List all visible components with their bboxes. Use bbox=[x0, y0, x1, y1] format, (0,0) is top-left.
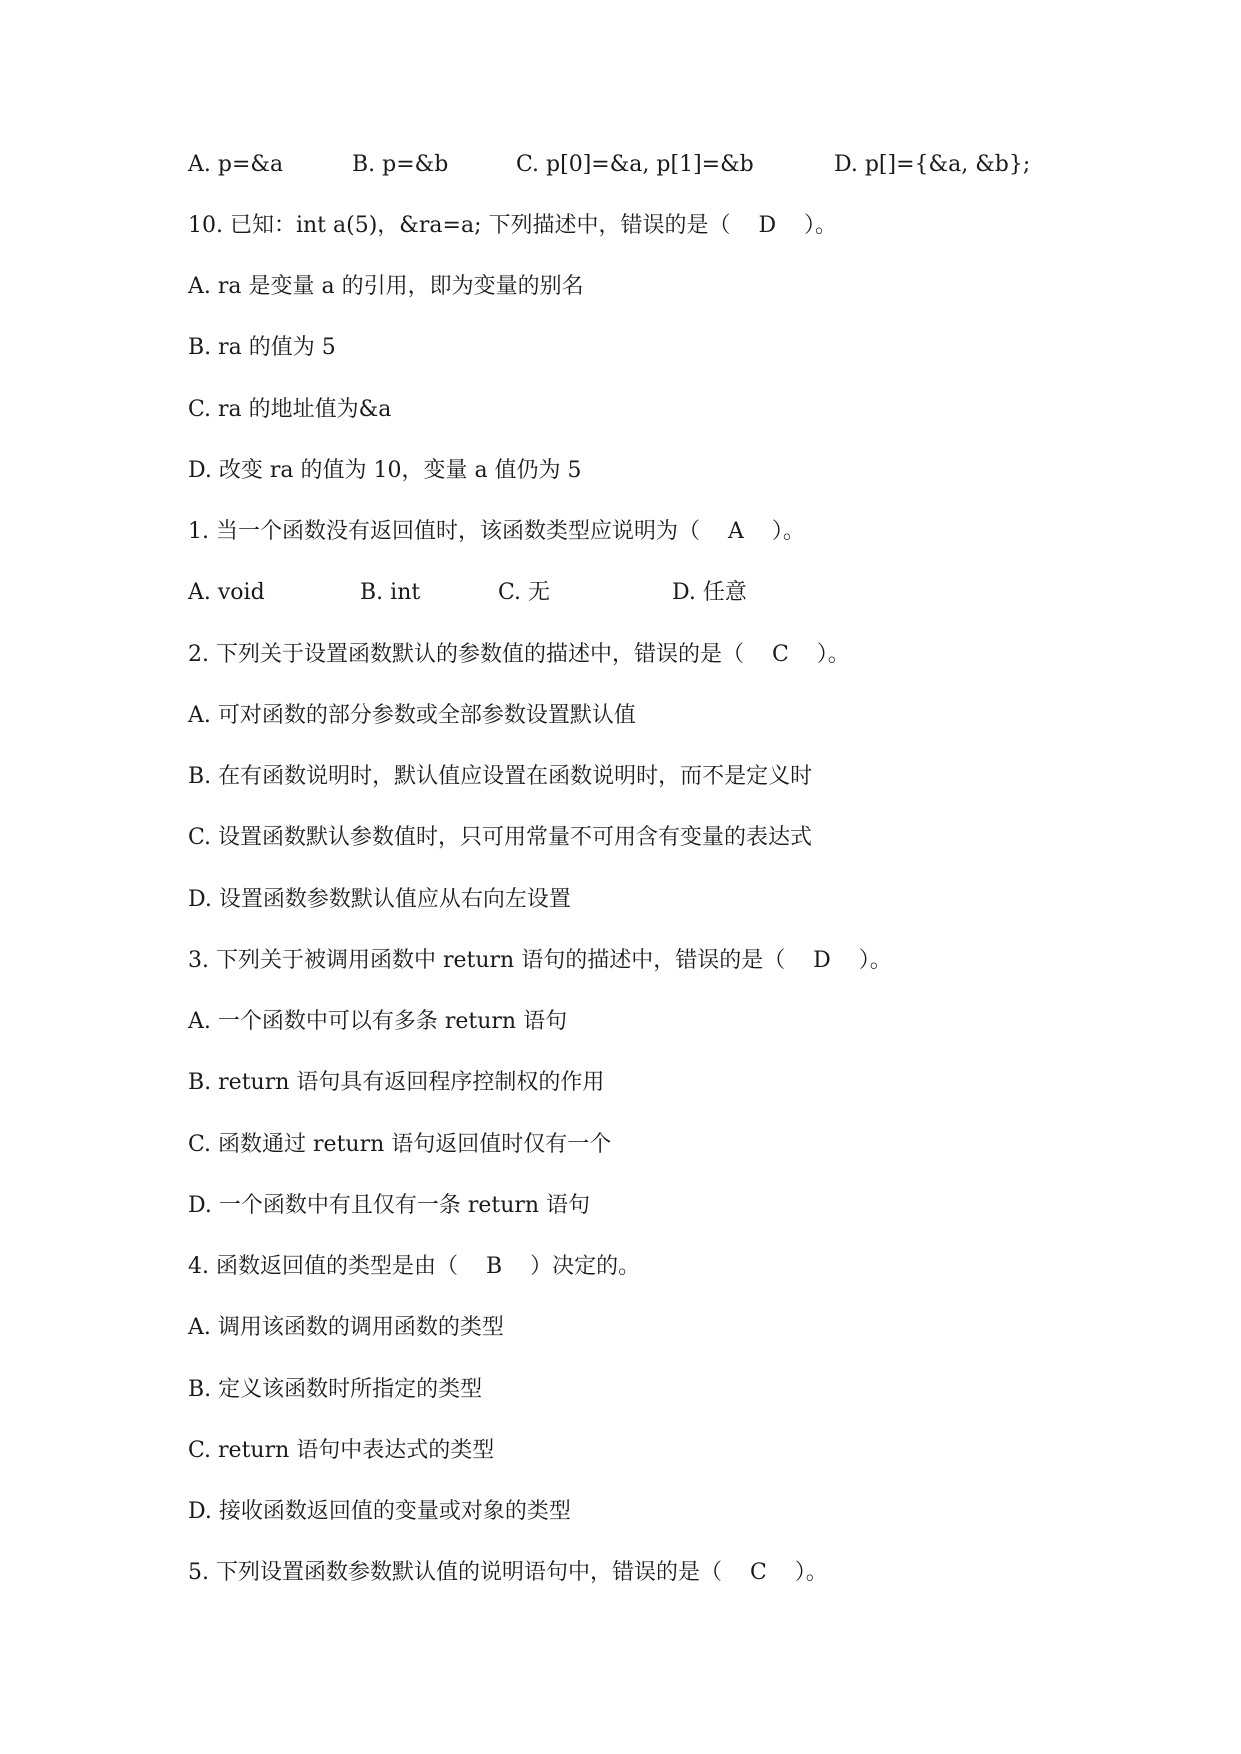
q3-stem: 3. 下列关于被调用函数中 return 语句的描述中，错误的是（ D ）。 bbox=[188, 948, 892, 973]
q1-option-c: C. 无 bbox=[498, 580, 551, 605]
q10-option-b: B. ra 的值为 5 bbox=[188, 335, 336, 360]
q1-stem: 1. 当一个函数没有返回值时，该函数类型应说明为（ A ）。 bbox=[188, 519, 805, 544]
q2-option-c: C. 设置函数默认参数值时，只可用常量不可用含有变量的表达式 bbox=[188, 825, 813, 850]
q1-option-d: D. 任意 bbox=[672, 580, 747, 605]
q4-stem: 4. 函数返回值的类型是由（ B ）决定的。 bbox=[188, 1254, 641, 1279]
q4-option-c: C. return 语句中表达式的类型 bbox=[188, 1438, 495, 1463]
q10-stem: 10. 已知：int a(5)，&ra=a; 下列描述中，错误的是（ D ）。 bbox=[188, 213, 838, 238]
q10-option-c: C. ra 的地址值为&a bbox=[188, 397, 392, 422]
q2-option-b: B. 在有函数说明时，默认值应设置在函数说明时，而不是定义时 bbox=[188, 764, 813, 789]
q9-option-a: A. p=&a bbox=[188, 152, 284, 177]
q4-option-a: A. 调用该函数的调用函数的类型 bbox=[188, 1315, 504, 1340]
q2-option-a: A. 可对函数的部分参数或全部参数设置默认值 bbox=[188, 703, 636, 728]
q1-option-b: B. int bbox=[360, 580, 421, 605]
q3-option-a: A. 一个函数中可以有多条 return 语句 bbox=[188, 1009, 568, 1034]
q10-option-d: D. 改变 ra 的值为 10，变量 a 值仍为 5 bbox=[188, 458, 582, 483]
q3-option-d: D. 一个函数中有且仅有一条 return 语句 bbox=[188, 1193, 591, 1218]
q5-stem: 5. 下列设置函数参数默认值的说明语句中，错误的是（ C ）。 bbox=[188, 1560, 828, 1585]
q3-option-c: C. 函数通过 return 语句返回值时仅有一个 bbox=[188, 1132, 612, 1157]
q9-option-b: B. p=&b bbox=[352, 152, 449, 177]
q4-option-b: B. 定义该函数时所指定的类型 bbox=[188, 1377, 483, 1402]
q1-option-a: A. void bbox=[188, 580, 265, 605]
q2-stem: 2. 下列关于设置函数默认的参数值的描述中，错误的是（ C ）。 bbox=[188, 642, 850, 667]
q3-option-b: B. return 语句具有返回程序控制权的作用 bbox=[188, 1070, 605, 1095]
q9-option-c: C. p[0]=&a, p[1]=&b bbox=[516, 152, 754, 177]
q10-option-a: A. ra 是变量 a 的引用，即为变量的别名 bbox=[188, 274, 584, 299]
q2-option-d: D. 设置函数参数默认值应从右向左设置 bbox=[188, 887, 571, 912]
q4-option-d: D. 接收函数返回值的变量或对象的类型 bbox=[188, 1499, 571, 1524]
q9-option-d: D. p[]={&a, &b}; bbox=[834, 152, 1031, 177]
